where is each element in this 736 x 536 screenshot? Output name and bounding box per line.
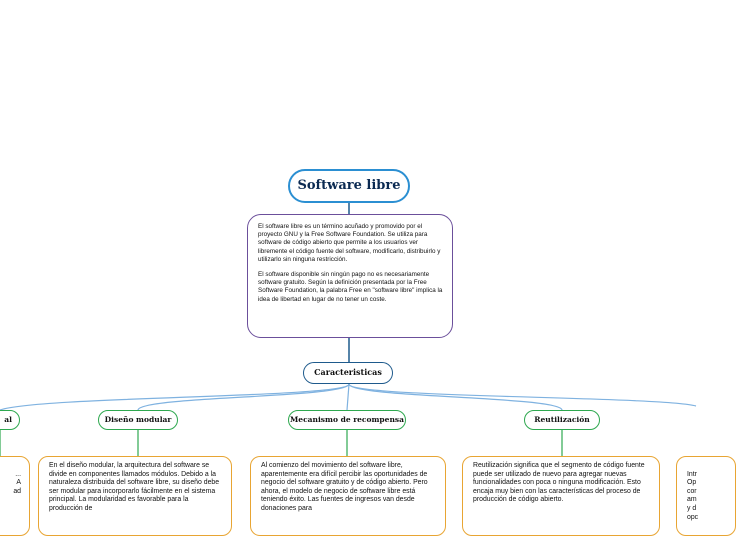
description-paragraph: El software libre es un término acuñado y promovido por el proyecto GNU y la Free Software Foundation. Se utiliza para software de código abierto que permite a los usuarios ver libremente el código fuente del software, modificarlo, distribuirlo y utilizarlo sin ninguna restricción. (258, 223, 441, 263)
branch-node-reutilizacion[interactable]: Reutilización (524, 410, 600, 430)
hub-to-branch-line (0, 384, 349, 410)
detail-note-mecanismo-recompensa[interactable] (250, 456, 446, 536)
detail-note-reutilizacion[interactable] (462, 456, 660, 536)
description-note[interactable] (247, 214, 453, 338)
description-paragraph: El software disponible sin ningún pago no es necesariamente software gratuito. Según la definición presentada por la Free Software Foundation, la palabra Free en "software libre" implica la idea de libertad en lugar de no tener un coste. (258, 271, 443, 303)
detail-text: ... A ad (13, 470, 21, 495)
detail-text: Reutilización significa que el segmento de código fuente puede ser utilizado de nuevo para agregar nuevas funcionalidades con poca o ninguna modificación. Esto encaja muy bien con las características del proceso de producción de código abierto. (473, 462, 645, 504)
detail-text: Intr Op cor am y d opc (687, 470, 699, 521)
hub-to-branch-line (138, 384, 349, 410)
hub-to-branch-line (349, 384, 696, 406)
branch-node-diseno-modular[interactable]: Diseño modular (98, 410, 178, 430)
branch-node-mecanismo-recompensa[interactable]: Mecanismo de recompensa (288, 410, 406, 430)
detail-text: En el diseño modular, la arquitectura del software se divide en componentes llamados módulos. Debido a la naturaleza distribuida del software libre, su diseño debe ser modular para incorporarlo fácilmente en el sistema principal. La modularidad es favorable para la producción de (49, 462, 220, 512)
branch-node-left-partial[interactable]: al (0, 410, 20, 430)
detail-text: Al comienzo del movimiento del software libre, aparentemente era difícil percibir las oportunidades de negocio del software gratuito y de código abierto. Pero ahora, el modelo de negocio de software libre está teniendo éxito. Las fuentes de ingresos van desde donaciones para (261, 462, 428, 512)
detail-note-left-partial[interactable] (0, 456, 30, 536)
detail-note-diseno-modular[interactable] (38, 456, 232, 536)
detail-note-right-partial[interactable] (676, 456, 736, 536)
hub-to-branch-line (347, 384, 349, 410)
characteristics-hub-node[interactable]: Caracteristicas (303, 362, 393, 384)
root-topic-node[interactable]: Software libre (288, 169, 410, 203)
